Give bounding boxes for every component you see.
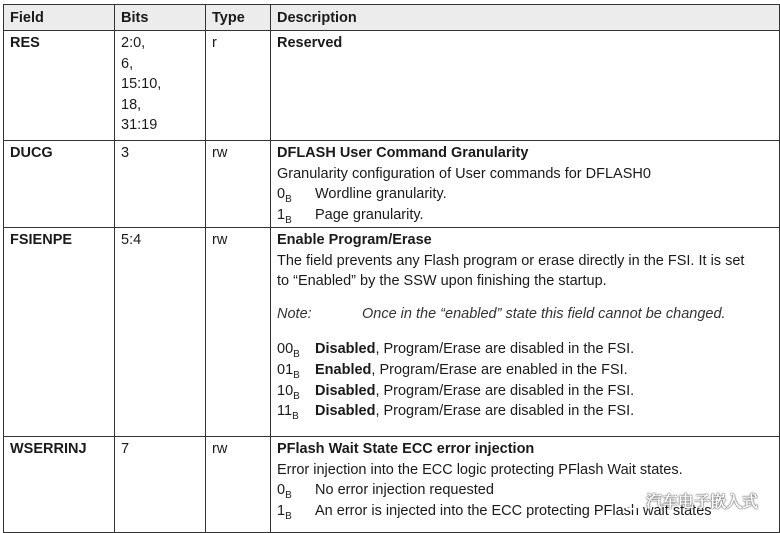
bits-value: 2:0, (121, 35, 146, 51)
encoding-text: No error injection requested (315, 482, 494, 499)
watermark-text: 汽车电子嵌入式 (645, 494, 758, 511)
table-row (4, 228, 780, 437)
table-row (4, 437, 780, 533)
description-text: The field prevents any Flash program or erase directly in the FSI. It is set (277, 252, 745, 269)
description-title: DFLASH User Command Granularity (277, 145, 529, 161)
field-description (271, 437, 780, 533)
encoding-item (277, 401, 774, 422)
encoding-text: Wordline granularity. (315, 186, 447, 203)
description-title: PFlash Wait State ECC error injection (277, 441, 535, 457)
table-row (4, 141, 780, 228)
field-bits (115, 437, 206, 533)
encoding-item (277, 184, 774, 205)
description-text: Error injection into the ECC logic protecting PFlash Wait states. (277, 461, 683, 478)
register-field-table (3, 4, 780, 533)
encoding-text: Disabled, Program/Erase are disabled in the FSI. (315, 403, 635, 420)
encoding-code: $1_B$ (277, 502, 292, 522)
field-bits (115, 228, 206, 437)
encoding-code: $10_B$ (277, 382, 300, 402)
note-label: Note: (277, 305, 312, 322)
field-description (271, 141, 780, 228)
field-name: RES (4, 31, 115, 141)
field-description (271, 31, 780, 141)
note-text: Once in the “enabled” state this field cannot be changed. (362, 305, 726, 322)
table-header-row (4, 5, 780, 31)
header-type: Type (206, 5, 271, 31)
description-text: Granularity configuration of User commands for DFLASH0 (277, 165, 651, 182)
encoding-item (277, 480, 774, 501)
description-title: Reserved (277, 35, 343, 51)
header-field: Field (4, 5, 115, 31)
header-bits: Bits (115, 5, 206, 31)
description-text: to “Enabled” by the SSW upon finishing the startup. (277, 273, 607, 290)
field-type: r (206, 31, 271, 141)
bits-value: 18, (121, 96, 142, 113)
encoding-item (277, 205, 774, 226)
encoding-code: $11_B$ (277, 403, 299, 423)
field-name: DUCG (4, 141, 115, 228)
encoding-text: Enabled, Program/Erase are enabled in the FSI. (315, 361, 628, 378)
encoding-code: $0_B$ (277, 186, 292, 206)
field-name: WSERRINJ (4, 437, 115, 533)
field-description (271, 228, 780, 437)
description-title: Enable Program/Erase (277, 232, 432, 248)
field-type: rw (206, 228, 271, 437)
encoding-text: An error is injected into the ECC protecting PFlash wait states (315, 502, 712, 519)
encoding-item (277, 360, 774, 381)
bits-value: 6, (121, 55, 134, 72)
bits-value: 5:4 (121, 232, 142, 248)
encoding-code: $00_B$ (277, 341, 300, 361)
bits-value: 31:19 (121, 117, 158, 134)
encoding-text: Disabled, Program/Erase are disabled in the FSI. (315, 382, 635, 399)
field-name: FSIENPE (4, 228, 115, 437)
encoding-text: Disabled, Program/Erase are disabled in the FSI. (315, 341, 635, 358)
encoding-item (277, 381, 774, 402)
field-type: rw (206, 437, 271, 533)
encoding-code: $01_B$ (277, 361, 300, 381)
encoding-item (277, 339, 774, 360)
field-bits (115, 31, 206, 141)
encoding-code: $0_B$ (277, 482, 292, 502)
field-type: rw (206, 141, 271, 228)
field-bits (115, 141, 206, 228)
bits-value: 7 (121, 441, 130, 457)
header-description: Description (271, 5, 780, 31)
encoding-code: $1_B$ (277, 206, 292, 226)
note (277, 304, 774, 325)
bits-value: 3 (121, 145, 130, 161)
encoding-item (277, 501, 774, 522)
bits-value: 15:10, (121, 76, 162, 93)
encoding-text: Page granularity. (315, 206, 424, 223)
table-row (4, 31, 780, 141)
